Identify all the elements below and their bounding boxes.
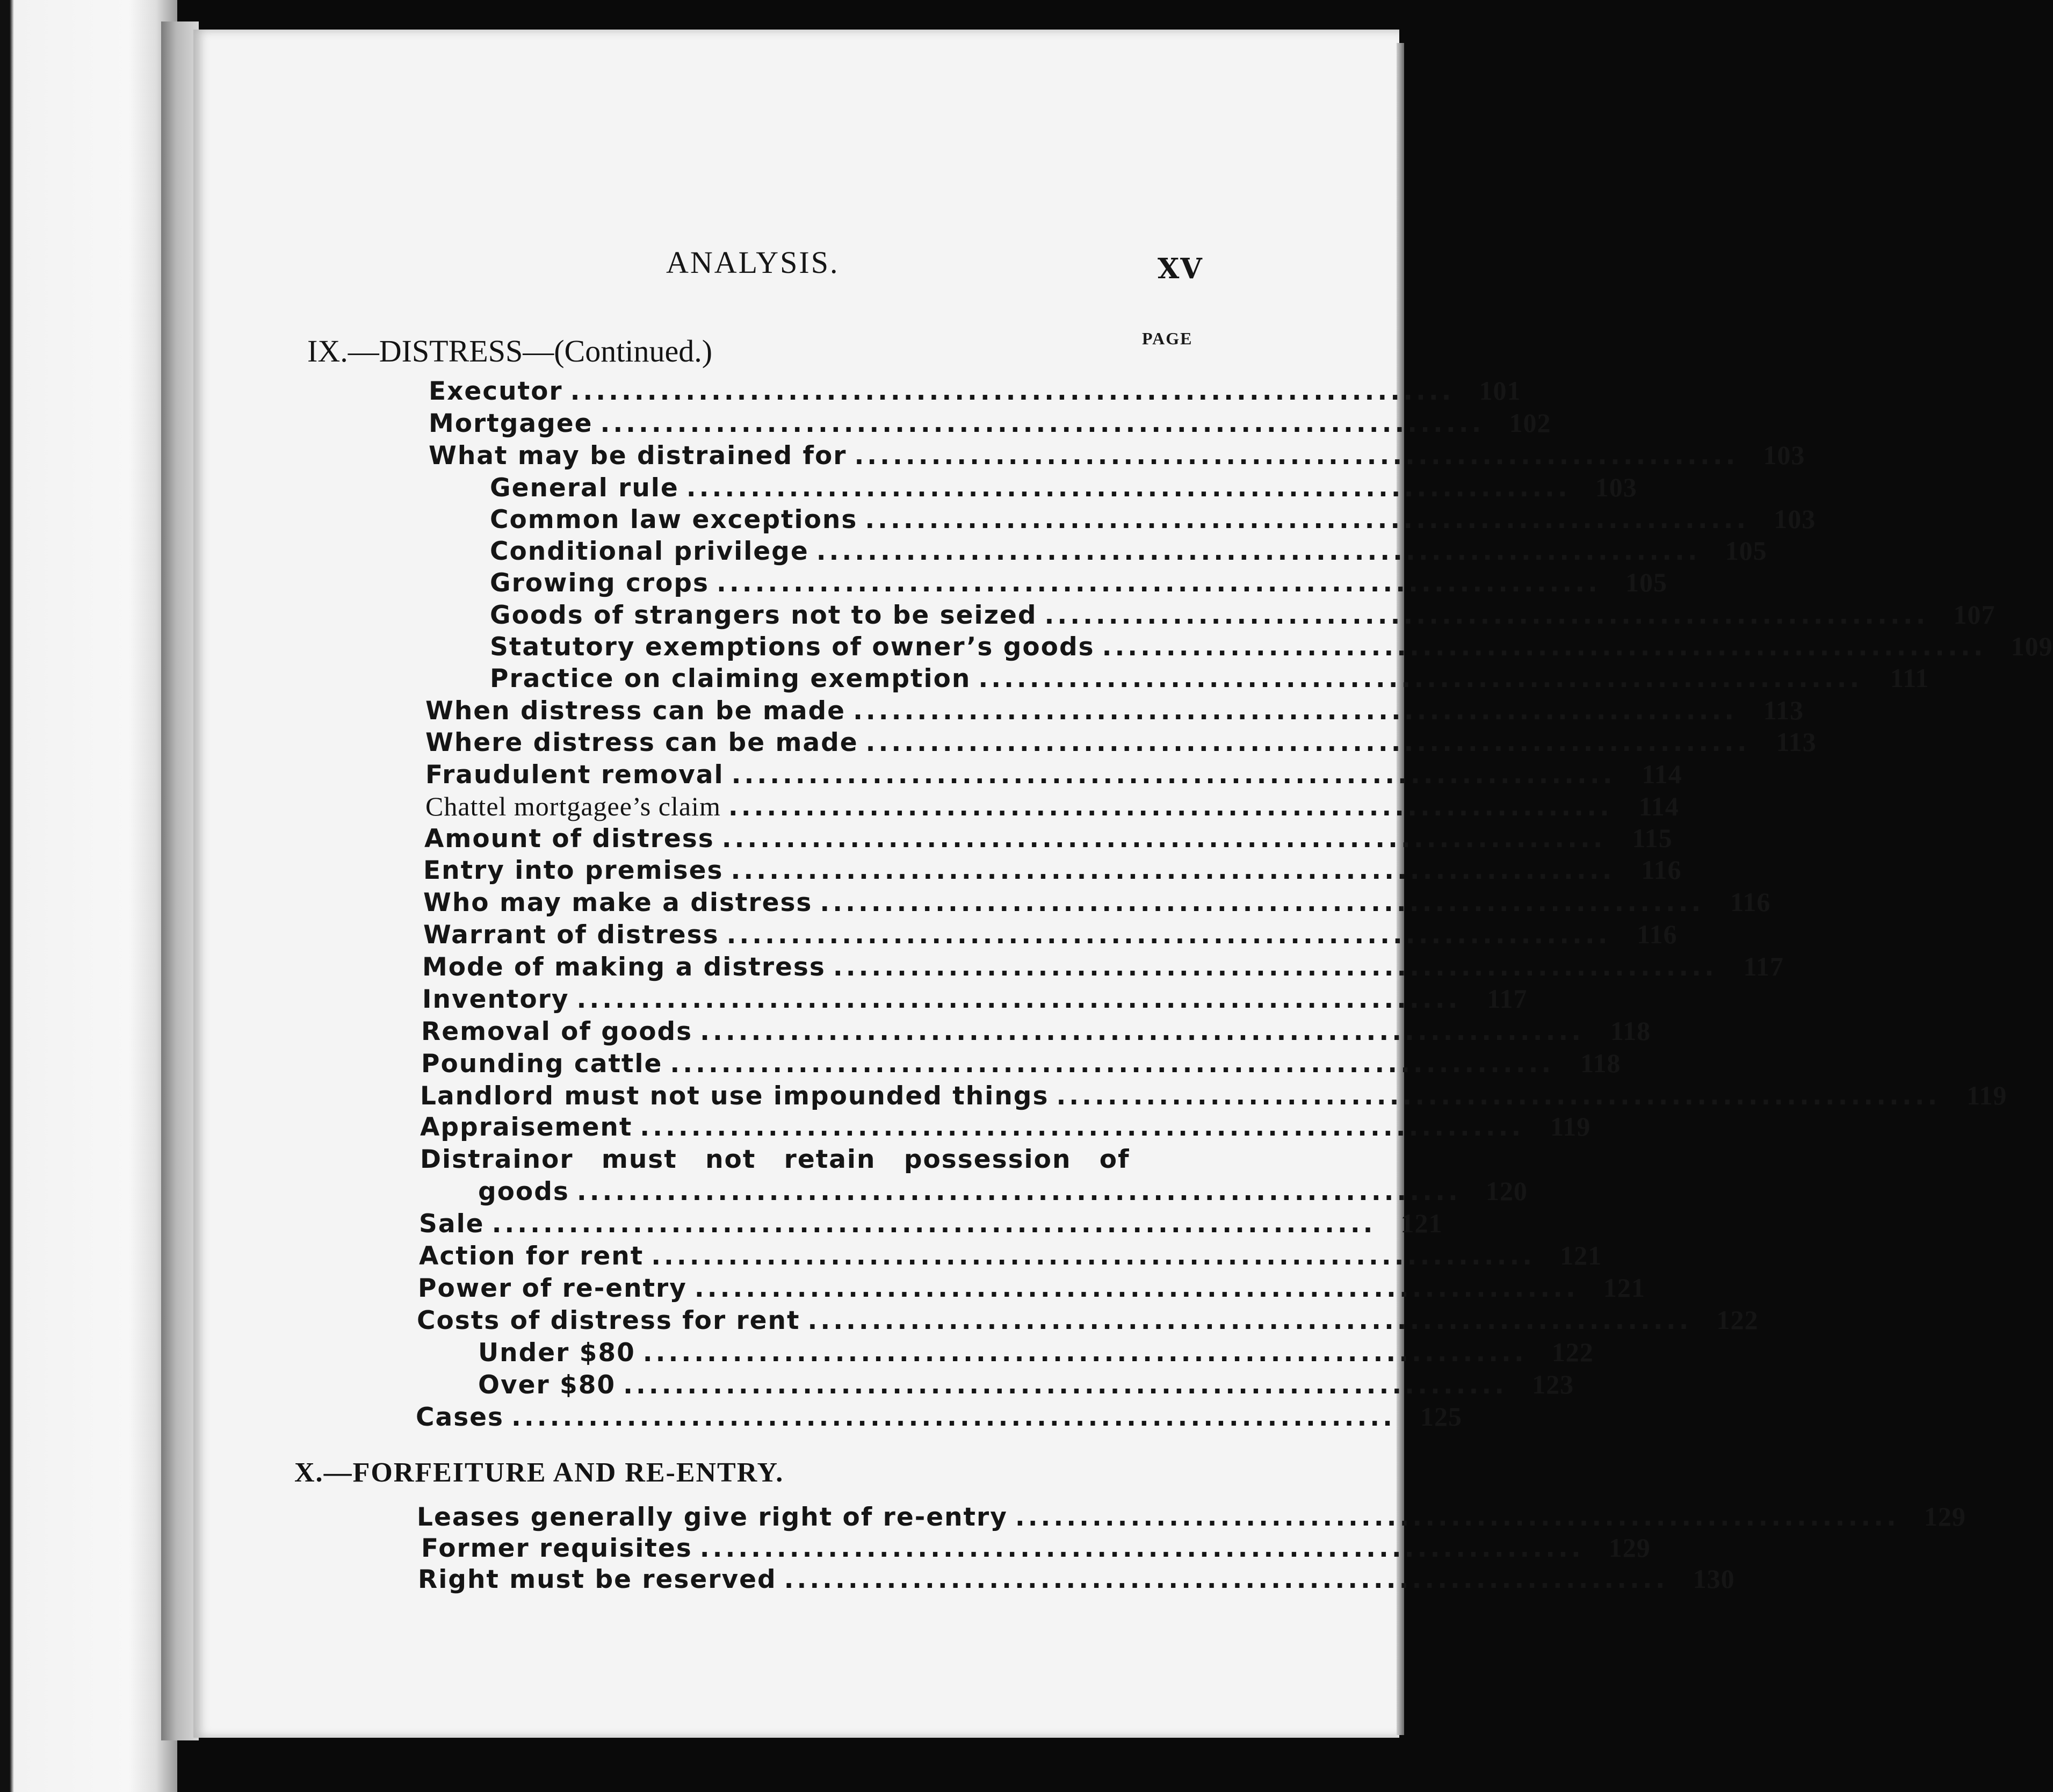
entry-title: Mode of making a distress [422, 952, 826, 982]
chapter-heading-x [294, 1457, 784, 1488]
entry-page: 114 [1642, 759, 1682, 789]
entry-page: 129 [1924, 1501, 1966, 1531]
toc-entry [418, 1563, 1735, 1594]
chapter-title: —FORFEITURE AND RE-ENTRY. [323, 1457, 784, 1488]
toc-entry [429, 375, 1521, 406]
dot-leader: ..................................................................... [600, 409, 1485, 438]
dot-leader: ..................................................................... [726, 920, 1611, 950]
toc-entry [421, 1532, 1651, 1563]
entry-title: Under $80 [478, 1338, 635, 1368]
entry-page: 117 [1487, 984, 1528, 1014]
toc-entry [490, 503, 1816, 534]
dot-leader: ..................................................................... [865, 505, 1750, 534]
entry-page: 114 [1638, 791, 1679, 821]
toc-entry-wrapped-line: Distrainor must not retain possession of [420, 1145, 1130, 1174]
entry-title: Landlord must not use impounded things [420, 1081, 1049, 1111]
toc-entry [423, 886, 1771, 917]
entry-page: 129 [1608, 1533, 1651, 1563]
toc-entry [478, 1175, 1528, 1206]
toc-entry [420, 1080, 2007, 1111]
dot-leader: ..................................................................... [731, 760, 1616, 790]
toc-entry [490, 535, 1767, 566]
entry-title: Inventory [422, 985, 569, 1014]
dot-leader: ..................................................................... [854, 441, 1739, 471]
entry-page: 105 [1625, 567, 1667, 597]
entry-title: Pounding cattle [421, 1049, 663, 1079]
entry-title: Common law exceptions [490, 505, 858, 534]
entry-title: Mortgagee [429, 409, 593, 438]
toc-entry [490, 662, 1929, 693]
toc-entry [420, 1111, 1591, 1142]
entry-title: Goods of strangers not to be seized [490, 601, 1037, 630]
toc-entry [429, 439, 1805, 471]
entry-title: When distress can be made [425, 696, 846, 726]
toc-entry [421, 1015, 1651, 1046]
entry-title: Where distress can be made [425, 728, 858, 757]
toc-entry [422, 951, 1784, 982]
entry-title: Power of re-entry [418, 1274, 687, 1303]
dot-leader: ..................................................................... [670, 1049, 1555, 1079]
entry-page: 103 [1774, 504, 1816, 534]
entry-page: 116 [1641, 855, 1682, 885]
dot-leader: ..................................................................... [721, 824, 1606, 854]
dot-leader: ..................................................................... [820, 888, 1704, 917]
toc-entry [423, 919, 1678, 950]
entry-page: 101 [1479, 375, 1521, 406]
entry-page: 111 [1890, 663, 1929, 693]
entry-title: Warrant of distress [423, 920, 719, 950]
entry-page: 118 [1580, 1048, 1621, 1078]
entry-title: Practice on claiming exemption [490, 664, 971, 693]
entry-title: Appraisement [420, 1112, 633, 1142]
entry-title: Growing crops [490, 568, 709, 598]
entry-page: 103 [1763, 440, 1805, 470]
dot-leader: ..................................................................... [576, 985, 1461, 1014]
entry-page: 122 [1716, 1305, 1759, 1335]
entry-page: 117 [1743, 951, 1784, 981]
dot-leader: ..................................................................... [853, 696, 1738, 726]
toc-entry [419, 1208, 1443, 1239]
entry-page: 121 [1603, 1273, 1645, 1303]
entry-title: Leases generally give right of re-entry [417, 1502, 1008, 1532]
toc-entry [422, 983, 1528, 1014]
entry-title: Costs of distress for rent [417, 1306, 800, 1335]
dot-leader: ..................................................................... [694, 1274, 1579, 1303]
entry-title: Removal of goods [421, 1017, 693, 1046]
dot-leader: ..................................................................... [491, 1209, 1376, 1239]
entry-page: 116 [1637, 919, 1678, 949]
entry-page: 125 [1420, 1401, 1463, 1432]
entry-page: 102 [1509, 408, 1551, 438]
page-column-label: PAGE [1142, 329, 1193, 348]
dot-leader: ..................................................................... [511, 1403, 1396, 1432]
running-head: ANALYSIS. [666, 245, 840, 280]
entry-page: 119 [1967, 1080, 2007, 1110]
dot-leader: ..................................................................... [1102, 632, 1986, 662]
entry-page: 118 [1610, 1016, 1651, 1046]
dot-leader: ..................................................................... [731, 856, 1615, 885]
toc-entry [425, 726, 1817, 757]
dot-leader: ..................................................................... [1056, 1081, 1941, 1111]
dot-leader: ..................................................................... [576, 1177, 1461, 1206]
dot-leader: ..................................................................... [1044, 601, 1929, 630]
dot-leader: ..................................................................... [699, 1534, 1584, 1563]
dot-leader: ..................................................................... [570, 377, 1455, 406]
dot-leader: ..................................................................... [807, 1306, 1692, 1335]
entry-title: Conditional privilege [490, 537, 809, 566]
toc-entry [416, 1401, 1463, 1432]
toc-entry [424, 822, 1673, 854]
dot-leader: ..................................................................... [816, 537, 1701, 566]
entry-title: Former requisites [421, 1534, 692, 1563]
dot-leader: ..................................................................... [865, 728, 1750, 757]
entry-title: Amount of distress [424, 824, 714, 854]
left-page-edge [0, 0, 177, 1792]
toc-entry [490, 631, 2053, 662]
chapter-number: IX. [307, 334, 348, 368]
entry-page: 107 [1953, 599, 1996, 630]
toc-entry [418, 1272, 1645, 1303]
entry-page: 115 [1632, 823, 1673, 853]
toc-entry [419, 1240, 1602, 1271]
toc-entry [417, 1304, 1759, 1335]
entry-page: 123 [1532, 1369, 1574, 1399]
entry-title: Over $80 [478, 1370, 616, 1400]
entry-title: Cases [416, 1403, 504, 1432]
entry-page: 119 [1550, 1111, 1591, 1141]
dot-leader: ..................................................................... [728, 792, 1613, 822]
toc-entry [425, 791, 1679, 822]
entry-title: General rule [490, 473, 679, 503]
chapter-number: X. [294, 1457, 324, 1488]
dot-leader: ..................................................................... [640, 1112, 1524, 1142]
entry-page: 103 [1595, 472, 1637, 502]
entry-page: 116 [1730, 887, 1771, 917]
entry-page: 105 [1725, 536, 1767, 566]
chapter-heading-ix [307, 333, 712, 369]
toc-entry [417, 1501, 1966, 1532]
entry-title: Right must be reserved [418, 1565, 777, 1594]
page-numeral: XV [1158, 252, 1203, 285]
dot-leader: ..................................................................... [686, 473, 1571, 503]
entry-page: 120 [1485, 1176, 1528, 1206]
entry-title: Entry into premises [423, 856, 724, 885]
entry-title: Chattel mortgagee’s claim [425, 791, 721, 821]
toc-entry [490, 599, 1996, 630]
entry-title: Who may make a distress [423, 888, 813, 917]
toc-entry [478, 1369, 1574, 1400]
dot-leader: ..................................................................... [1015, 1502, 1899, 1532]
toc-entry [425, 758, 1682, 790]
entry-page: 122 [1551, 1337, 1594, 1367]
entry-page: 109 [2011, 631, 2053, 661]
dot-leader: ..................................................................... [623, 1370, 1508, 1400]
dot-leader: ..................................................................... [717, 568, 1601, 598]
entry-page: 121 [1560, 1240, 1602, 1270]
entry-title: Sale [419, 1209, 485, 1239]
entry-title: What may be distrained for [429, 441, 847, 471]
toc-entry [429, 407, 1551, 438]
entry-page: 130 [1693, 1564, 1735, 1594]
dot-leader: ..................................................................... [833, 952, 1717, 982]
entry-page: 113 [1776, 727, 1817, 757]
dot-leader: ..................................................................... [700, 1017, 1585, 1046]
entry-page: 113 [1763, 695, 1804, 725]
dot-leader: ..................................................................... [651, 1241, 1536, 1271]
toc-entry [421, 1047, 1621, 1079]
entry-title: Executor [429, 377, 563, 406]
entry-title: goods [478, 1177, 569, 1206]
toc-entry [423, 854, 1682, 885]
dot-leader: ..................................................................... [978, 664, 1863, 693]
entry-title: Action for rent [419, 1241, 644, 1271]
chapter-title: —DISTRESS—(Continued.) [348, 334, 713, 368]
dot-leader: ..................................................................... [784, 1565, 1668, 1594]
toc-entry [425, 695, 1804, 726]
entry-page: 121 [1400, 1208, 1443, 1238]
toc-entry [478, 1336, 1594, 1368]
toc-entry [490, 472, 1637, 503]
entry-title: Fraudulent removal [425, 760, 724, 790]
toc-entry [490, 567, 1667, 598]
entry-title: Statutory exemptions of owner’s goods [490, 632, 1095, 662]
dot-leader: ..................................................................... [642, 1338, 1527, 1368]
